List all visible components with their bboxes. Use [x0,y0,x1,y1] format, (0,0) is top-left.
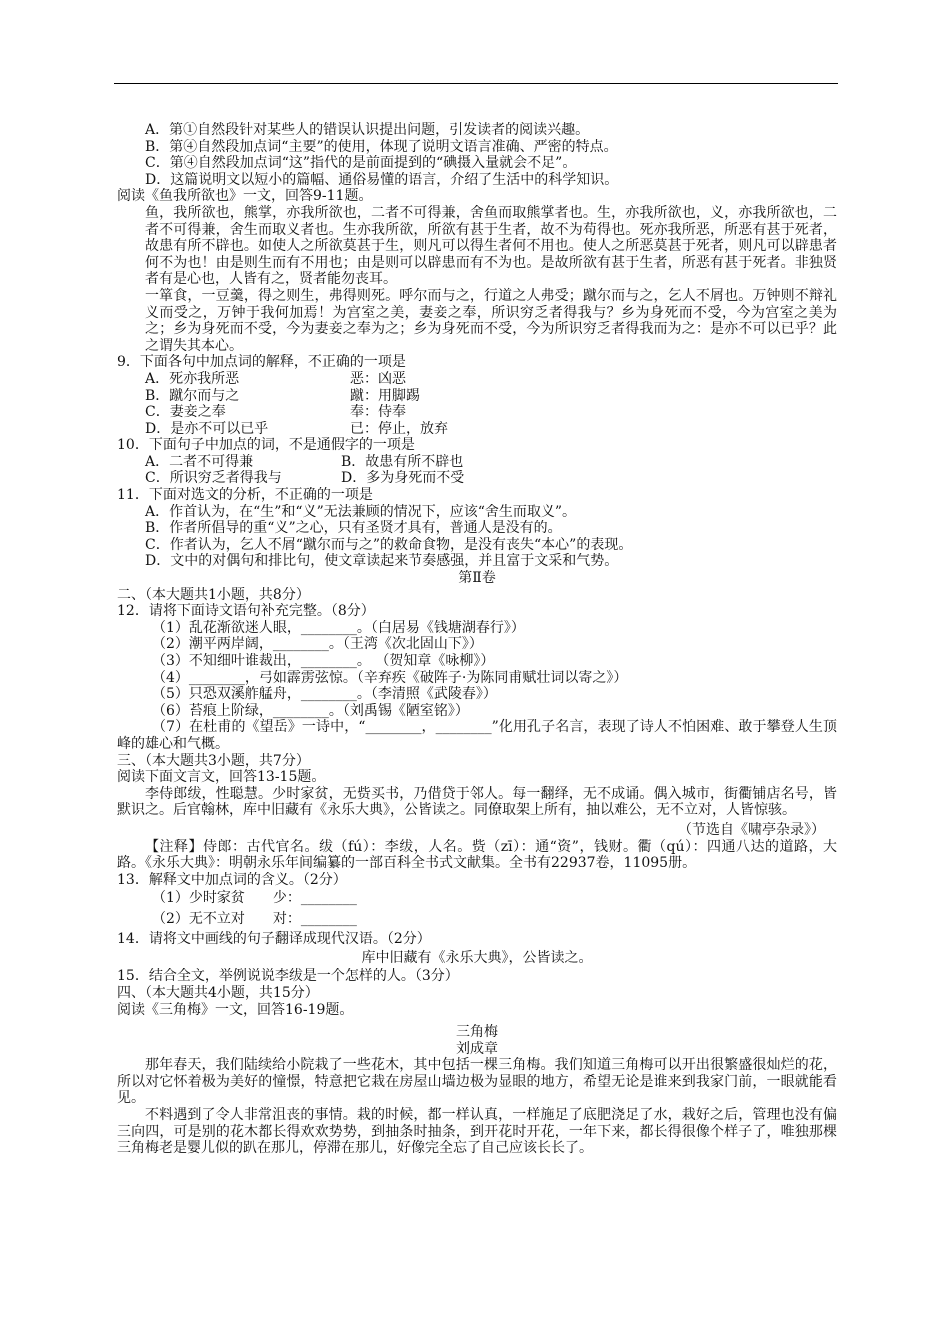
q13-stem: 13．解释文中加点词的含义。（2分） [117,871,347,888]
q8-option-c: C．第④自然段加点词“这”指代的是前面提到的“碘摄入量就会不足”。 [145,155,577,172]
q10-options-cd: C．所识穷乏者得我与 D．多为身死而不受 [145,470,465,487]
q9-option-d: D．是亦不可以已乎 已：停止，放弃 [145,420,448,437]
q12-stem: 12．请将下面诗文语句补充完整。（8分） [117,603,375,620]
essay-paragraph-2: 不料遇到了令人非常沮丧的事情。栽的时候，都一样认真，一样施足了底肥浇足了水，栽好之后，管理也没有偏三向四，可是别的花木都长得欢欢势势，到抽条时抽条，到开花时开花，一年下来，都长得很像个样子了，唯独那棵三角梅老是婴儿似的趴在那儿，停滞在那儿，好像完全忘了自己应该长长了。 [117,1107,837,1157]
q12-line-1: （1）乱花渐欲迷人眼，________。（白居易《钱塘湖春行》） [152,619,525,636]
q11-option-c: C．作者认为，乞人不屑“蹴尔而与之”的救命食物，是没有丧失“本心”的表现。 [145,536,633,553]
q14-sentence: 库中旧藏有《永乐大典》，公皆读之。 [361,950,593,967]
annotation-note: 【注释】侍郎：古代官名。绂（fú）：李绂，人名。赀（zī）：通“资”，钱财。衢（qú）：四通八达的道路，大路。《永乐大典》：明朝永乐年间编纂的一部百科全书式文献集。全书有22937卷，11095册。 [117,838,837,872]
q11-stem: 11．下面对选文的分析，不正确的一项是 [117,487,373,504]
essay-paragraph-1: 那年春天，我们陆续给小院栽了一些花木，其中包括一棵三角梅。我们知道三角梅可以开出很繁盛很灿烂的花，所以对它怀着极为美好的憧憬，特意把它栽在房屋山墙边极为显眼的地方，希望无论是谁来到我家门前，一眼就能看见。 [117,1057,837,1107]
section-4-header: 四、（本大题共4小题，共15分） [117,984,319,1001]
q11-option-b: B．作者所倡导的重“义”之心，只有圣贤才具有，普通人是没有的。 [145,520,562,537]
classical-passage: 李侍郎绂，性聪慧。少时家贫，无赀买书，乃借贷于邻人。每一翻绎，无不成诵。偶入城市，街衢铺店名号，皆默识之。后官翰林，库中旧藏有《永乐大典》，公皆读之。同僚取架上所有，抽以难公，无不立对，人皆惊骇。 [117,785,837,819]
volume-2-title: 第Ⅱ卷 [458,570,496,587]
q9-stem: 9．下面各句中加点词的解释，不正确的一项是 [117,354,406,371]
q12-line-6: （6）苔痕上阶绿，________。（刘禹锡《陋室铭》） [152,702,469,719]
q12-line-3: （3）不知细叶谁裁出，________。 （贺知章《咏柳》） [152,653,495,669]
essay-author: 刘成章 [456,1040,498,1057]
q12-line-4: （4）________，弓如霹雳弦惊。（辛弃疾《破阵子·为陈同甫赋壮词以寄之》） [152,669,628,686]
q15-stem: 15．结合全文，举例说说李绂是一个怎样的人。（3分） [117,968,459,985]
q12-line-5: （5）只恐双溪舴艋舟，________。（李清照《武陵春》） [152,686,497,703]
q10-options-ab: A．二者不可得兼 B．故患有所不辟也 [145,453,464,470]
section-4-intro: 阅读《三角梅》一文，回答16-19题。 [117,1001,354,1018]
q11-option-a: A．作首认为，在“生”和“义”无法兼顾的情况下，应该“舍生而取义”。 [145,503,577,520]
passage-1-paragraph-2: 一箪食，一豆羹，得之则生，弗得则死。呼尔而与之，行道之人弗受；蹴尔而与之，乞人不屑也。万钟则不辩礼义而受之，万钟于我何加焉！为宫室之美，妻妾之奉，所识穷乏者得我与？乡为身死而不受，今为宫室之美为之；乡为身死而不受，今为妻妾之奉为之；乡为身死而不受，今为所识穷乏者得我而为之：是亦不可以已乎？此之谓失其本心。 [145,287,837,354]
q12-line-7: （7）在杜甫的《望岳》一诗中，“________，________”化用孔子名言，表现了诗人不怕困难、敢于攀登人生顶峰的雄心和气概。 [117,719,837,752]
section-2-header: 二、（本大题共1小题，共8分） [117,586,310,603]
document-page [117,122,837,1157]
q9-option-c: C．妻妾之奉 奉：侍奉 [145,404,406,421]
q12-line-2: （2）潮平两岸阔，________。（王湾《次北固山下》） [152,636,483,653]
reading-intro-1: 阅读《鱼我所欲也》一文，回答9-11题。 [117,188,373,205]
q14-stem: 14．请将文中画线的句子翻译成现代汉语。（2分） [117,931,431,948]
header-rule [114,83,838,84]
q8-option-d: D．这篇说明文以短小的篇幅、通俗易懂的语言，介绍了生活中的科学知识。 [145,171,619,188]
q8-option-a: A．第①自然段针对某些人的错误认识提出问题，引发读者的阅读兴趣。 [145,122,590,138]
essay-title: 三角梅 [456,1024,498,1041]
section-3-intro: 阅读下面文言文，回答13-15题。 [117,769,326,786]
passage-1-paragraph-1: 鱼，我所欲也，熊掌，亦我所欲也，二者不可得兼，舍鱼而取熊掌者也。生，亦我所欲也，义，亦我所欲也，二者不可得兼，舍生而取义者也。生亦我所欲，所欲有甚于生者，故不为苟得也。死亦我所恶，所恶有甚于死者，故患有所不辟也。如使人之所欲莫甚于生，则凡可以得生者何不用也。使人之所恶莫甚于死者，则凡可以辟患者何不为也！由是则生而有不用也；由是则可以辟患而有不为也。是故所欲有甚于生者，所恶有甚于死者。非独贤者有是心也，人皆有之，贤者能勿丧耳。 [145,204,837,288]
passage-source: （节选自《啸亭杂录》） [678,821,825,838]
q13-item-2: （2）无不立对 对：________ [152,911,357,928]
q11-option-d: D．文中的对偶句和排比句，使文章读起来节奏感强，并且富于文采和气势。 [145,553,619,570]
q9-option-b: B．蹴尔而与之 蹴：用脚踢 [145,387,420,404]
q10-stem: 10．下面句子中加点的词，不是通假字的一项是 [117,437,415,454]
q13-item-1: （1）少时家贫 少：________ [152,890,357,907]
section-3-header: 三、（本大题共3小题，共7分） [117,752,310,769]
q9-option-a: A．死亦我所恶 恶：凶恶 [145,370,406,387]
q8-option-b: B．第④自然段加点词“主要”的使用，体现了说明文语言准确、严密的特点。 [145,138,618,155]
